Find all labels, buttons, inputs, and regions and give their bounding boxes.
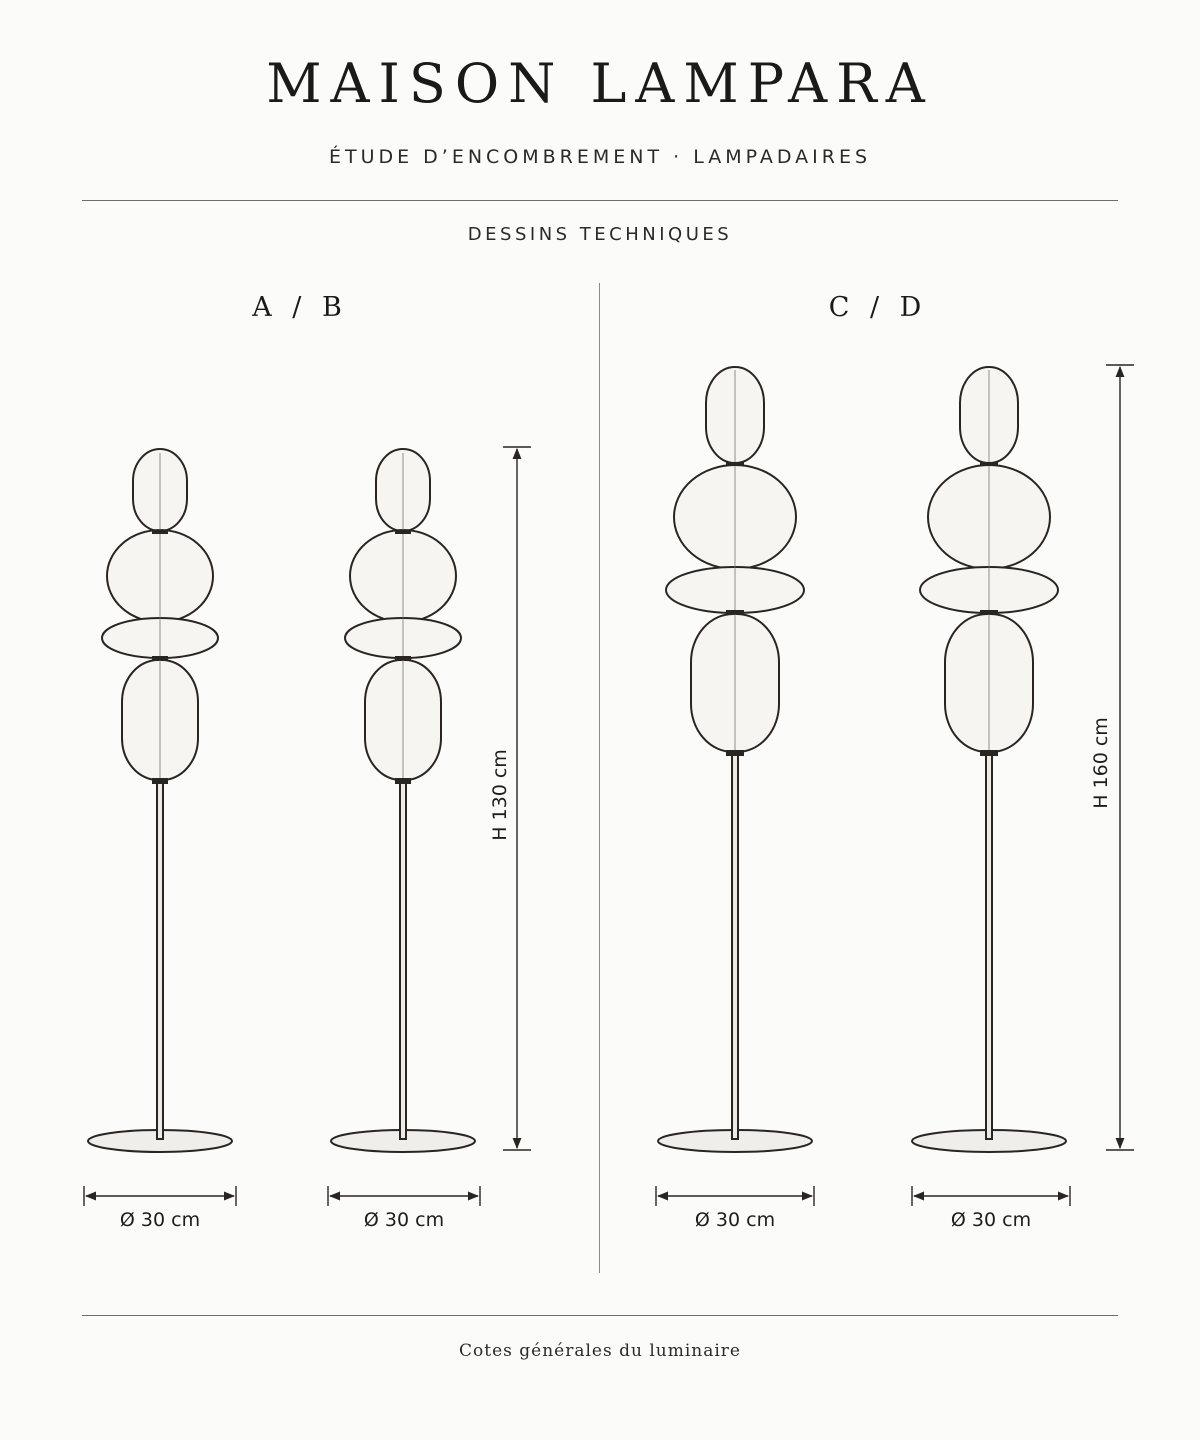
diameter-label-a: Ø 30 cm [119, 1209, 201, 1231]
diameter-dimension-a [84, 1186, 236, 1206]
footer-caption: Cotes générales du luminaire [459, 1341, 741, 1361]
document-subtitle: ÉTUDE D’ENCOMBREMENT · LAMPADAIRES [328, 146, 872, 168]
diameter-dimension-c [656, 1186, 814, 1206]
section-title: DESSINS TECHNIQUES [467, 224, 733, 245]
group-label-cd: C / D [828, 292, 928, 323]
diameter-dimension-d [912, 1186, 1070, 1206]
diameter-label-d: Ø 30 cm [950, 1209, 1032, 1231]
group-label-ab: A / B [252, 292, 348, 323]
lamp-a-stem [157, 783, 163, 1139]
brand-title: MAISON LAMPARA [266, 52, 934, 115]
height-label-ab: H 130 cm [489, 749, 511, 841]
lamp-d [912, 367, 1066, 1152]
diameter-dimension-b [328, 1186, 480, 1206]
lamp-b [331, 449, 475, 1152]
lamp-b-stem [400, 783, 406, 1139]
lamp-c [658, 367, 812, 1152]
diameter-label-b: Ø 30 cm [363, 1209, 445, 1231]
diameter-label-c: Ø 30 cm [694, 1209, 776, 1231]
lamp-d-stem [986, 755, 992, 1139]
lamp-c-stem [732, 755, 738, 1139]
bottom-divider [82, 1315, 1118, 1316]
height-label-cd: H 160 cm [1090, 717, 1112, 809]
lamp-a [88, 449, 232, 1152]
